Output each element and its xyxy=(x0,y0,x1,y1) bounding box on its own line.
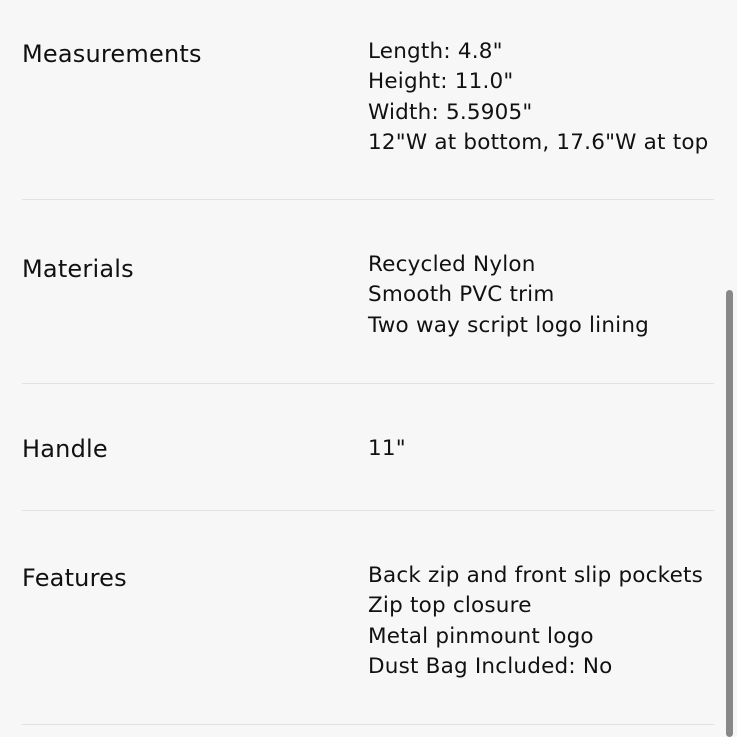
spec-row-features xyxy=(22,511,714,725)
spec-value: Back zip and front slip pockets xyxy=(368,563,704,588)
spec-value: Metal pinmount logo xyxy=(368,623,594,649)
spec-value: Two way script logo lining xyxy=(368,312,649,338)
spec-values-features xyxy=(368,561,714,724)
spec-row-handle xyxy=(22,384,714,511)
spec-value: Dust Bag Included: No xyxy=(368,653,613,679)
spec-value: Width: 5.5905" xyxy=(368,99,533,125)
scrollbar-thumb[interactable] xyxy=(726,290,733,737)
spec-label-measurements: Measurements xyxy=(22,40,202,68)
spec-values-handle xyxy=(368,434,714,510)
product-specifications xyxy=(22,0,714,725)
spec-value: 11" xyxy=(368,436,406,461)
spec-value: Smooth PVC trim xyxy=(368,282,555,308)
scrollbar[interactable] xyxy=(726,0,733,737)
spec-values-materials xyxy=(368,250,714,383)
spec-label-materials: Materials xyxy=(22,255,134,283)
spec-label-features: Features xyxy=(22,564,127,592)
spec-value: Height: 11.0" xyxy=(368,69,514,95)
spec-value: Length: 4.8" xyxy=(368,39,503,64)
spec-value: 12"W at bottom, 17.6"W at top xyxy=(368,129,709,155)
spec-values-measurements xyxy=(368,37,714,199)
spec-value: Recycled Nylon xyxy=(368,252,536,277)
spec-row-materials xyxy=(22,200,714,384)
spec-value: Zip top closure xyxy=(368,593,532,619)
spec-label-handle: Handle xyxy=(22,435,108,463)
spec-row-measurements xyxy=(22,0,714,200)
